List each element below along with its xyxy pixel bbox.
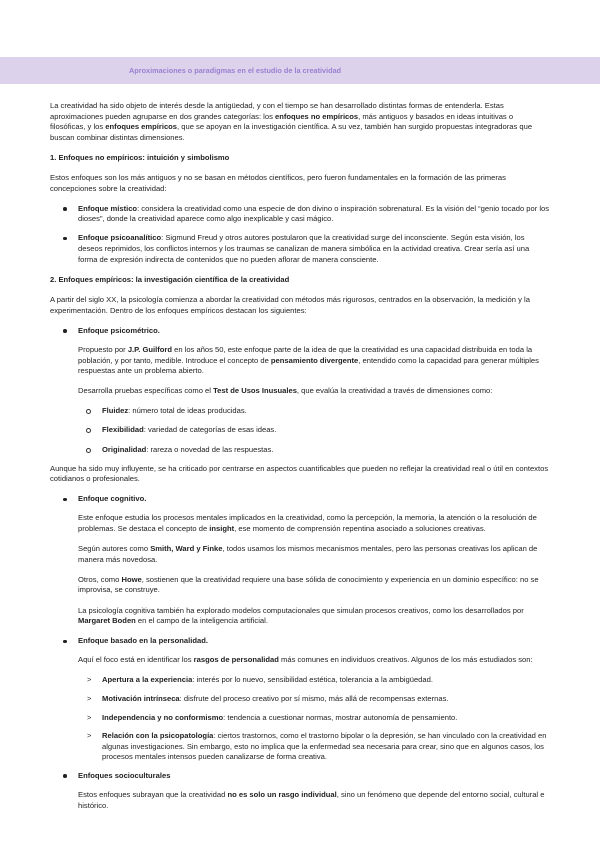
paragraph: Otros, como Howe, sostienen que la creatividad requiere una base sólida de conocimiento y experiencia en un dominio específico: no se improvisa, se construye. bbox=[78, 574, 539, 595]
sublist-item: Apertura a la experiencia: interés por lo nuevo, sensibilidad estética, tolerancia a la ambigüedad. > bbox=[50, 675, 550, 686]
paragraph: Estos enfoques son los más antiguos y no se basan en métodos científicos, pero fueron fundamentales en la formación de las primeras concepciones sobre la creatividad: bbox=[50, 172, 506, 193]
section-heading-1: 1. Enfoques no empíricos: intuición y simbolismo bbox=[50, 152, 230, 162]
paragraph: Este enfoque estudia los procesos mentales implicados en la creatividad, como la percepción, la memoria, la atención o la resolución de problemas. Se destaca el concepto de insight, ese momento de comprensión repentina asociado a soluciones creativas. bbox=[78, 513, 537, 534]
sublist-item: Flexibilidad: variedad de categorías de esas ideas. bbox=[50, 425, 550, 436]
intro-paragraph: La creatividad ha sido objeto de interés desde la antigüedad, y con el tiempo se han desarrollado distintas formas de entenderla. Estas aproximaciones pueden agruparse en dos grandes categorías: los enfoques no empíricos, más antiguos y basados en ideas intuitivas o filosóficas, y los enfoques empíricos, que se apoyan en la investigación científica. A su vez, también han surgido propuestas integradoras que buscan combinar distintas dimensiones. bbox=[50, 101, 533, 142]
sublist-item: Fluidez: número total de ideas producidas. bbox=[50, 406, 550, 417]
section-heading-2: 2. Enfoques empíricos: la investigación científica de la creatividad bbox=[50, 275, 290, 285]
paragraph: Estos enfoques subrayan que la creatividad no es solo un rasgo individual, sino un fenómeno que depende del entorno social, cultural e histórico. bbox=[78, 790, 545, 810]
list-item-socioculturales: Enfoques socioculturales bbox=[50, 771, 550, 782]
sublist-item: Independencia y no conformismo: tendencia a cuestionar normas, mostrar autonomía de pensamiento. > bbox=[50, 713, 550, 724]
header-band bbox=[0, 57, 600, 84]
paragraph: Según autores como Smith, Ward y Finke, todos usamos los mismos mecanismos mentales, pero las personas creativas los aplican de manera más novedosa. bbox=[78, 544, 538, 564]
paragraph: Aquí el foco está en identificar los rasgos de personalidad más comunes en individuos creativos. Algunos de los más estudiados son: bbox=[78, 655, 533, 665]
paragraph: Propuesto por J.P. Guilford en los años 50, este enfoque parte de la idea de que la creatividad es una capacidad distribuida en toda la población, y por tanto, medible. Introduce el concepto de pensamiento divergente, entendido como la capacidad para generar múltiples respuestas ante un problema abierto. bbox=[78, 345, 539, 376]
page-title: Aproximaciones o paradigmas en el estudio de la creatividad bbox=[129, 66, 342, 75]
sublist-item: Originalidad: rareza o novedad de las respuestas. bbox=[50, 445, 550, 456]
paragraph: Desarrolla pruebas específicas como el Test de Usos Inusuales, que evalúa la creatividad a través de dimensiones como: bbox=[78, 386, 493, 396]
sublist-item: Relación con la psicopatología: ciertos trastornos, como el trastorno bipolar o la depresión, se han vinculado con la creatividad en algunas investigaciones. Sin embargo, esto no implica que la enfermedad sea necesaria para crear, sino que en algunos casos, los procesos mentales intensos pueden canalizarse de forma creativa. > bbox=[50, 731, 550, 763]
list-item-psicoanalitico: Enfoque psicoanalítico: Sigmund Freud y otros autores postularon que la creatividad surge del inconsciente. Según esta visión, los deseos reprimidos, los conflictos internos y los traumas se canalizan de manera simbólica en la actividad creativa. Crear sería así una forma de expresión indirecta de contenidos que no pueden aflorar de manera consciente. bbox=[50, 233, 550, 265]
document-body bbox=[50, 101, 550, 821]
list-item-mistico: Enfoque místico: considera la creatividad como una especie de don divino o inspiración sobrenatural. Es la visión del “genio tocado por los dioses”, donde la creatividad aparece como algo inexplicable y casi mágico. bbox=[50, 204, 550, 225]
paragraph: La psicología cognitiva también ha explorado modelos computacionales que simulan procesos creativos, como los desarrollados por Margaret Boden en el campo de la inteligencia artificial. bbox=[78, 605, 524, 626]
sublist-item: Motivación intrínseca: disfrute del proceso creativo por sí mismo, más allá de recompensas externas. > bbox=[50, 694, 550, 705]
paragraph: A partir del siglo XX, la psicología comienza a abordar la creatividad con métodos más rigurosos, centrados en la observación, la medición y la experimentación. Dentro de los enfoques empíricos destacan los siguientes: bbox=[50, 295, 530, 315]
paragraph: Aunque ha sido muy influyente, se ha criticado por centrarse en aspectos cuantificables que pueden no reflejar la creatividad real o útil en contextos cotidianos o profesionales. bbox=[50, 463, 549, 484]
list-item-cognitivo: Enfoque cognitivo. bbox=[50, 494, 550, 505]
list-item-personalidad: Enfoque basado en la personalidad. bbox=[50, 636, 550, 647]
list-item-psicometrico: Enfoque psicométrico. bbox=[50, 326, 550, 337]
